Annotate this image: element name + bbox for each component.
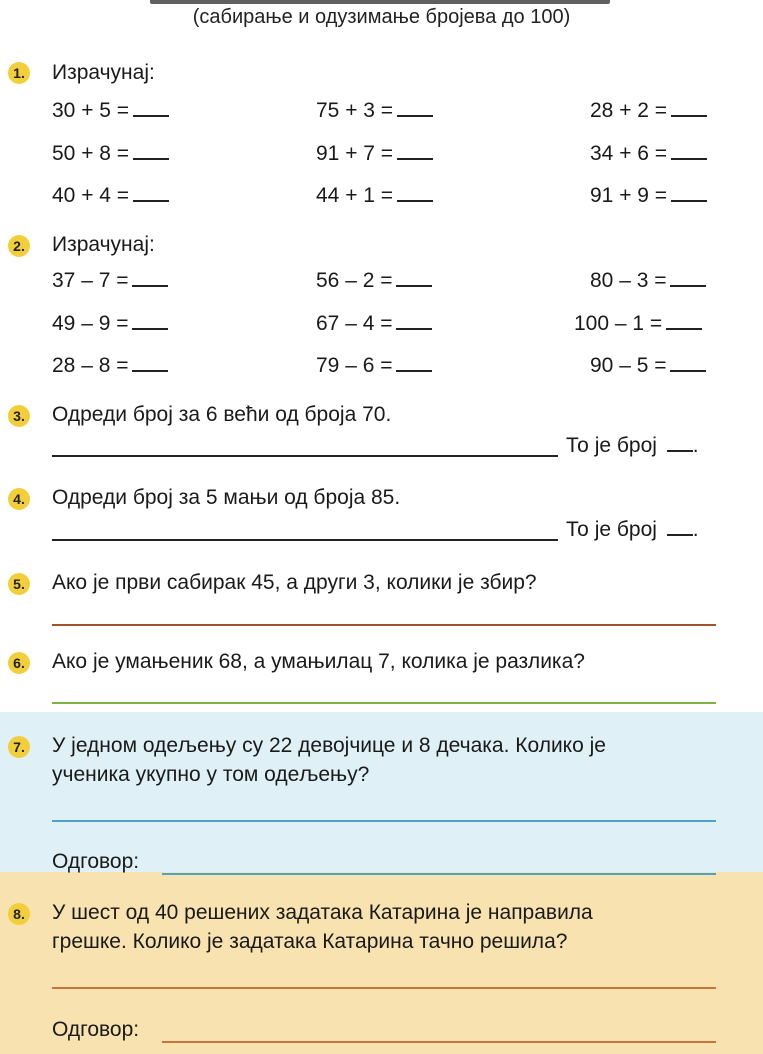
answer-blank[interactable] xyxy=(671,200,707,202)
equation: 28 + 2 = xyxy=(590,98,707,124)
task-8-prompt-line1: У шест од 40 решених задатака Катарина је направила xyxy=(52,901,593,924)
answer-blank[interactable] xyxy=(671,115,707,117)
answer-blank[interactable] xyxy=(397,158,433,160)
answer-line[interactable] xyxy=(162,873,716,875)
answer-line[interactable] xyxy=(162,1041,716,1043)
task-number-badge: 4. xyxy=(8,488,30,510)
equation: 90 – 5 = xyxy=(590,353,706,379)
answer-line[interactable] xyxy=(52,455,558,457)
answer-blank[interactable] xyxy=(670,370,706,372)
answer-line[interactable] xyxy=(52,539,558,541)
answer-blank[interactable] xyxy=(133,200,169,202)
answer-blank[interactable] xyxy=(133,115,169,117)
equation: 40 + 4 = xyxy=(52,183,169,209)
equation: 91 + 7 = xyxy=(316,141,433,167)
answer-sentence: То је број . xyxy=(566,434,699,457)
task-number-badge: 5. xyxy=(8,573,30,595)
cropped-title-bar xyxy=(150,0,610,4)
equation: 75 + 3 = xyxy=(316,98,433,124)
answer-blank[interactable] xyxy=(671,158,707,160)
equation: 30 + 5 = xyxy=(52,98,169,124)
equation: 56 – 2 = xyxy=(316,268,432,294)
answer-blank[interactable] xyxy=(396,370,432,372)
answer-blank[interactable] xyxy=(397,115,433,117)
answer-blank[interactable] xyxy=(132,328,168,330)
equation: 37 – 7 = xyxy=(52,268,168,294)
answer-blank[interactable] xyxy=(670,285,706,287)
task-8-prompt-line2: грешке. Колико је задатака Катарина тачно решила? xyxy=(52,930,568,953)
answer-sentence: То је број . xyxy=(566,518,699,541)
task-number-badge: 3. xyxy=(8,405,30,427)
answer-label: Одговор: xyxy=(52,1018,140,1041)
answer-blank[interactable] xyxy=(133,158,169,160)
equation: 100 – 1 = xyxy=(574,311,702,337)
task-7-prompt-line2: ученика укупно у том одељењу? xyxy=(52,763,370,786)
answer-line[interactable] xyxy=(52,624,716,626)
equation: 49 – 9 = xyxy=(52,311,168,337)
answer-blank[interactable] xyxy=(396,285,432,287)
task-number-badge: 7. xyxy=(8,736,30,758)
answer-line[interactable] xyxy=(52,702,716,704)
task-number-badge: 1. xyxy=(8,62,30,84)
answer-blank[interactable] xyxy=(132,285,168,287)
task-7-prompt-line1: У једном одељењу су 22 девојчице и 8 дечака. Колико је xyxy=(52,734,606,757)
task-number-badge: 2. xyxy=(8,235,30,257)
equation: 91 + 9 = xyxy=(590,183,707,209)
page-subtitle: (сабирање и одузимање бројева до 100) xyxy=(192,6,571,28)
equation: 44 + 1 = xyxy=(316,183,433,209)
equation: 79 – 6 = xyxy=(316,353,432,379)
equation: 80 – 3 = xyxy=(590,268,706,294)
task-3-prompt: Одреди број за 6 већи од броја 70. xyxy=(52,403,392,426)
answer-blank[interactable] xyxy=(667,450,693,452)
answer-blank[interactable] xyxy=(396,328,432,330)
task-4-prompt: Одреди број за 5 мањи од броја 85. xyxy=(52,486,401,509)
task-2-prompt: Израчунај: xyxy=(52,233,155,256)
answer-line[interactable] xyxy=(52,820,716,822)
answer-line[interactable] xyxy=(52,987,716,989)
answer-label: Одговор: xyxy=(52,850,140,873)
equation: 28 – 8 = xyxy=(52,353,168,379)
answer-blank[interactable] xyxy=(397,200,433,202)
answer-blank[interactable] xyxy=(667,534,693,536)
answer-blank[interactable] xyxy=(666,328,702,330)
task-5-prompt: Ако је први сабирак 45, а други 3, колики је збир? xyxy=(52,571,537,594)
task-6-prompt: Ако је умањеник 68, а умањилац 7, колика је разлика? xyxy=(52,650,585,673)
equation: 50 + 8 = xyxy=(52,141,169,167)
answer-blank[interactable] xyxy=(132,370,168,372)
equation: 67 – 4 = xyxy=(316,311,432,337)
task-number-badge: 6. xyxy=(8,652,30,674)
equation: 34 + 6 = xyxy=(590,141,707,167)
task-number-badge: 8. xyxy=(8,903,30,925)
task-1-prompt: Израчунај: xyxy=(52,61,155,84)
